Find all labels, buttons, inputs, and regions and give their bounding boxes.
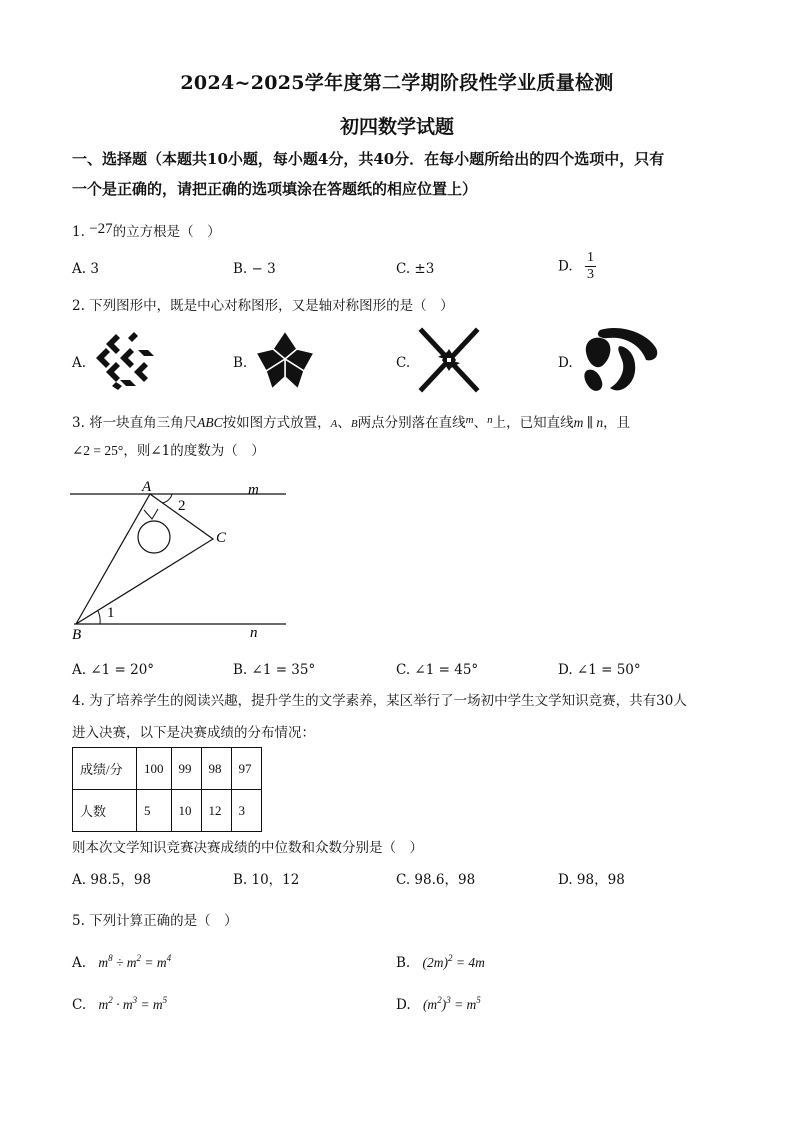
q1-stem: 的立方根是（ ） (112, 224, 221, 240)
q3-option-c: C. ∠1 = 45° (396, 662, 479, 678)
q5-expr-a: $m^8 \div m^2 = m^4$ (98, 953, 172, 970)
question-3-line1 (72, 410, 630, 434)
q5-option-b (396, 948, 485, 973)
section-heading-line2: 一个是正确的，请把正确的选项填涂在答题纸的相应位置上） (72, 180, 478, 198)
q3-text-1: 3. 将一块直角三角尺 (72, 415, 198, 431)
section-heading (72, 144, 732, 204)
q4-option-d: D. 98，98 (558, 872, 625, 888)
q5-option-b-label: B. (396, 955, 411, 971)
table-cell: 12 (201, 790, 231, 832)
q4-option-b: B. 10，12 (233, 872, 300, 888)
label-1: 1 (107, 605, 115, 621)
q2-option-b-label: B. (233, 355, 248, 371)
q4-option-c: C. 98.6，98 (396, 872, 476, 888)
question-2: 2. 下列图形中，既是中心对称图形，又是轴对称图形的是（ ） (72, 298, 454, 314)
q3-option-d: D. ∠1 = 50° (558, 662, 641, 678)
question-3-line2 (72, 441, 265, 461)
table-cell: 5 (137, 790, 172, 832)
q2-option-d-label: D. (558, 355, 573, 371)
q3-option-a: A. ∠1 = 20° (72, 662, 155, 678)
q5-option-c (72, 990, 167, 1015)
angle-1-arc (98, 611, 100, 624)
q2-option-c-label: C. (396, 355, 411, 371)
q2-option-a-label: A. (72, 355, 87, 371)
label-2: 2 (178, 498, 186, 514)
table-cell: 成绩/分 (73, 748, 137, 790)
section-heading-line1: 一、选择题（本题共10小题，每小题4分，共40分．在每小题所给出的四个选项中，只有 (72, 150, 665, 168)
table-cell: 97 (231, 748, 261, 790)
q5-expr-b: $(2m)^2 = 4m$ (422, 953, 485, 970)
q1-option-a: A. 3 (72, 261, 99, 277)
q3-text-8: ，则∠1的度数为（ ） (123, 443, 265, 459)
q3-parallel: m ∥ n (573, 415, 604, 430)
table-row (73, 790, 262, 832)
q1-option-d-label: D. (558, 258, 573, 275)
label-a: A (142, 479, 152, 495)
table-cell: 99 (171, 748, 201, 790)
table-cell: 98 (201, 748, 231, 790)
q4-option-a: A. 98.5，98 (72, 872, 152, 888)
label-c: C (216, 530, 227, 546)
triangle-abc (76, 494, 213, 624)
q3-line-n: n (487, 414, 493, 426)
swirl-logo-icon (580, 326, 660, 394)
q3-text-6: 上，已知直线 (492, 415, 574, 431)
q3-text-4: 两点分别落在直线 (357, 415, 466, 431)
question-4-line2: 进入决赛，以下是决赛成绩的分布情况： (72, 725, 315, 741)
q1-number: 1. (72, 224, 85, 240)
q3-text-7: ，且 (603, 415, 631, 431)
question-4-line1: 4. 为了培养学生的阅读兴趣，提升学生的文学素养，某区举行了一场初中学生文学知识竞赛，共有30人 (72, 693, 687, 709)
q5-option-a-label: A. (72, 955, 87, 971)
q1-option-b: B. − 3 (233, 261, 276, 277)
label-b: B (72, 627, 82, 643)
score-table (72, 747, 262, 832)
exam-title: 2024~2025学年度第二学期阶段性学业质量检测 (180, 72, 614, 94)
table-cell: 100 (137, 748, 172, 790)
q3-text-2: 按如图方式放置， (222, 415, 331, 431)
q3-line-m: m (465, 414, 474, 426)
fraction-denominator: 3 (586, 267, 594, 282)
cross-arrows-icon (418, 327, 480, 393)
q5-option-a (72, 948, 171, 973)
table-cell: 人数 (73, 790, 137, 832)
q1-expression: −27 (89, 221, 113, 237)
triangle-hole (138, 521, 170, 553)
q3-point-a: A (330, 418, 338, 430)
question-4-prompt: 则本次文学知识竞赛决赛成绩的中位数和众数分别是（ ） (72, 840, 423, 856)
label-m: m (248, 482, 259, 498)
q3-point-b: B (350, 418, 358, 430)
table-cell: 3 (231, 790, 261, 832)
q5-option-d (396, 990, 481, 1015)
question-5: 5. 下列计算正确的是（ ） (72, 913, 238, 929)
q5-option-c-label: C. (72, 997, 87, 1013)
q1-option-c: C. ±3 (396, 261, 435, 277)
angle-2-arc (162, 494, 172, 503)
q3-text-5: 、 (473, 415, 488, 431)
label-n: n (250, 625, 258, 641)
q5-option-d-label: D. (396, 997, 411, 1013)
q3-option-b: B. ∠1 = 35° (233, 662, 316, 678)
triangle-figure (70, 473, 295, 645)
q3-triangle-name: ABC (197, 415, 223, 430)
zigzag-pattern-icon (92, 330, 158, 392)
fraction-numerator: 1 (586, 250, 594, 265)
table-cell: 10 (171, 790, 201, 832)
question-1 (72, 219, 221, 242)
q1-fraction (585, 250, 596, 283)
q3-angle-2-value: ∠2 = 25° (72, 443, 124, 458)
q3-text-3: 、 (337, 415, 351, 431)
q5-expr-c: $m^2 \cdot m^3 = m^5$ (98, 995, 168, 1012)
right-angle-mark (144, 509, 158, 519)
exam-subtitle: 初四数学试题 (339, 116, 454, 138)
table-row (73, 748, 262, 790)
q1-option-d (558, 250, 596, 283)
q5-expr-d: $(m^2)^3 = m^5$ (422, 995, 481, 1012)
pentagon-star-icon (254, 329, 316, 391)
